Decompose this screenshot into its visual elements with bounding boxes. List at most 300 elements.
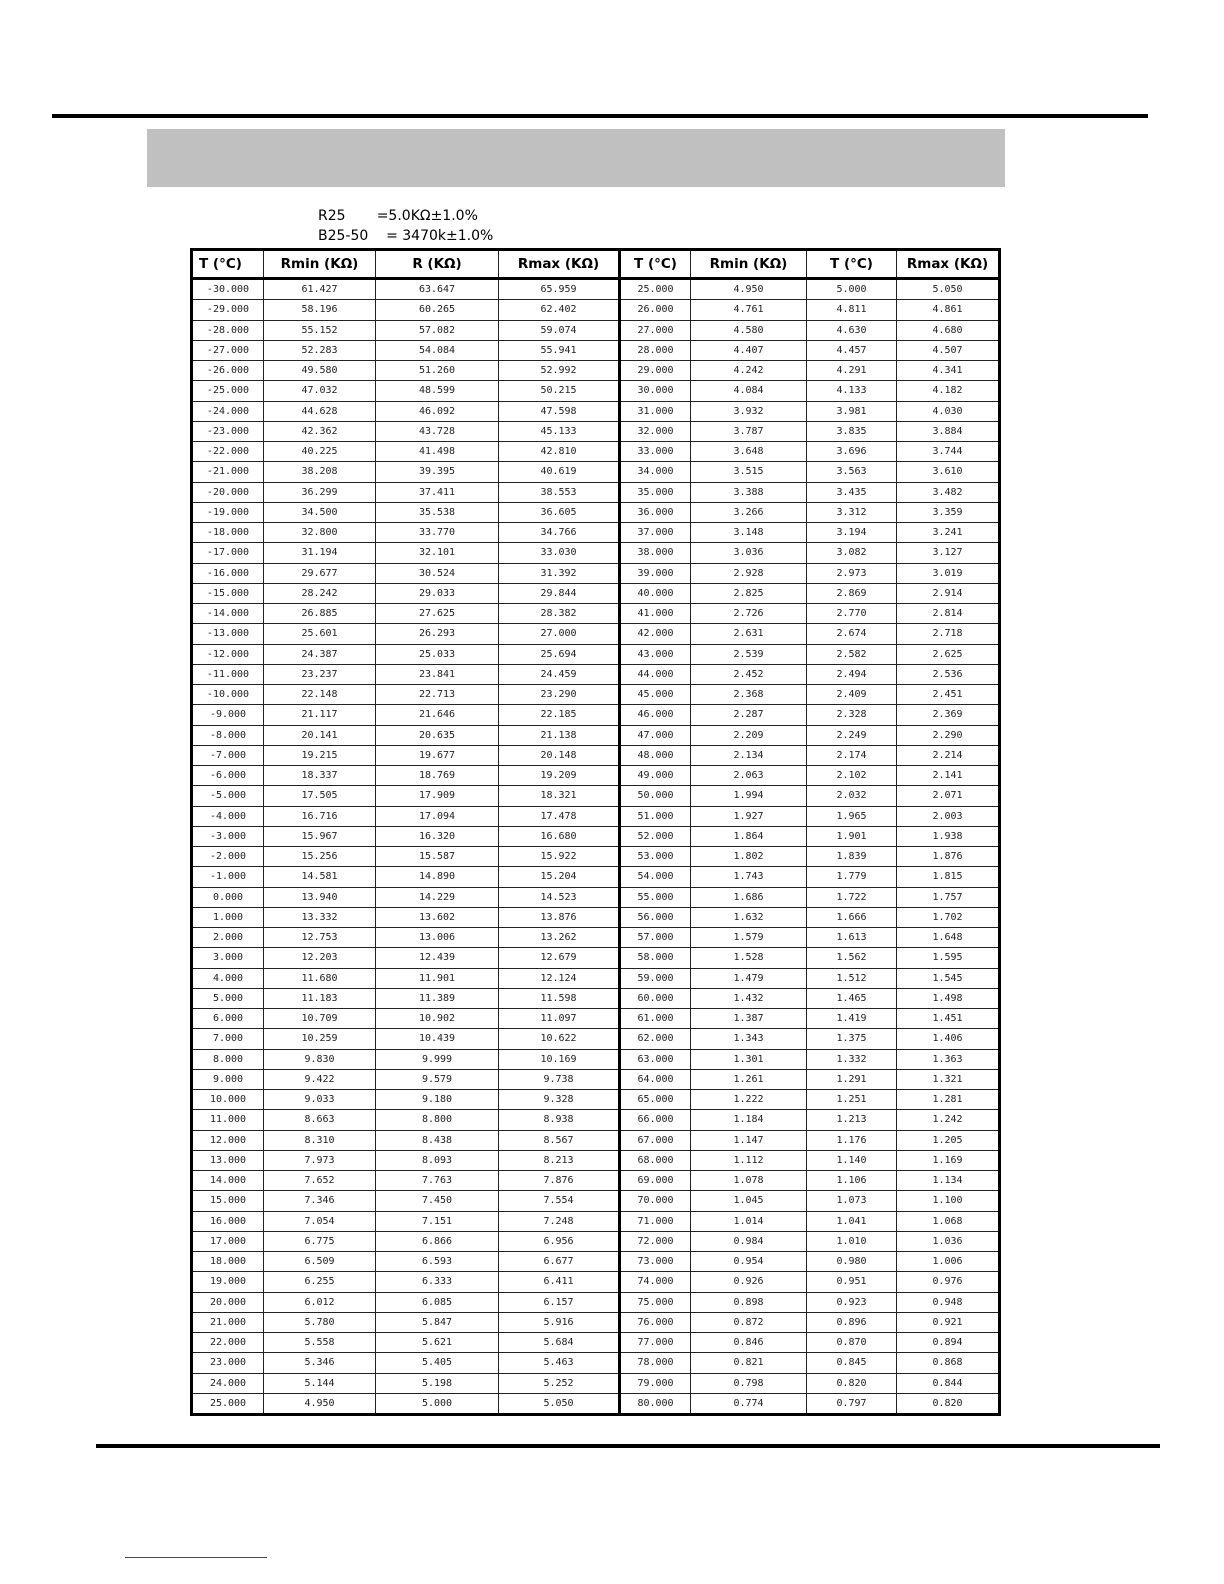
table-cell: 7.000 — [192, 1029, 264, 1049]
table-cell: 30.524 — [376, 563, 499, 583]
table-cell: 2.869 — [807, 583, 897, 603]
table-cell: 5.405 — [376, 1353, 499, 1373]
table-header-row — [192, 250, 1000, 279]
table-cell: 10.902 — [376, 1009, 499, 1029]
table-cell: 57.082 — [376, 320, 499, 340]
table-cell: 66.000 — [620, 1110, 691, 1130]
table-cell: 13.332 — [264, 907, 376, 927]
table-cell: 14.890 — [376, 867, 499, 887]
table-cell: 55.941 — [499, 340, 620, 360]
table-cell: 46.092 — [376, 401, 499, 421]
table-cell: -13.000 — [192, 624, 264, 644]
table-cell: 6.866 — [376, 1231, 499, 1251]
table-cell: 1.112 — [691, 1150, 807, 1170]
table-cell: 1.965 — [807, 806, 897, 826]
table-cell: 29.033 — [376, 583, 499, 603]
table-cell: 58.196 — [264, 300, 376, 320]
col-header-t: T (°C) — [192, 250, 264, 279]
table-cell: 6.509 — [264, 1252, 376, 1272]
table-cell: 11.183 — [264, 988, 376, 1008]
table-cell: 1.100 — [897, 1191, 1000, 1211]
table-cell: -18.000 — [192, 523, 264, 543]
table-cell: 31.392 — [499, 563, 620, 583]
table-row — [192, 745, 1000, 765]
table-cell: 2.631 — [691, 624, 807, 644]
table-cell: 1.261 — [691, 1069, 807, 1089]
table-cell: 0.844 — [897, 1373, 1000, 1393]
table-cell: 39.000 — [620, 563, 691, 583]
table-row — [192, 1171, 1000, 1191]
table-cell: 6.255 — [264, 1272, 376, 1292]
table-cell: 6.000 — [192, 1009, 264, 1029]
table-row — [192, 887, 1000, 907]
table-cell: 23.290 — [499, 685, 620, 705]
table-cell: 12.679 — [499, 948, 620, 968]
table-row — [192, 948, 1000, 968]
table-cell: 1.301 — [691, 1049, 807, 1069]
table-cell: 1.375 — [807, 1029, 897, 1049]
table-cell: 26.000 — [620, 300, 691, 320]
table-cell: 59.000 — [620, 968, 691, 988]
table-cell: 1.281 — [897, 1090, 1000, 1110]
table-cell: 0.774 — [691, 1393, 807, 1414]
table-row — [192, 523, 1000, 543]
table-cell: 4.680 — [897, 320, 1000, 340]
table-cell: 7.450 — [376, 1191, 499, 1211]
table-row — [192, 806, 1000, 826]
table-cell: 1.876 — [897, 847, 1000, 867]
table-cell: 24.387 — [264, 644, 376, 664]
table-cell: 7.652 — [264, 1171, 376, 1191]
table-row — [192, 1130, 1000, 1150]
table-cell: 2.003 — [897, 806, 1000, 826]
table-cell: 1.595 — [897, 948, 1000, 968]
table-cell: 9.830 — [264, 1049, 376, 1069]
table-cell: 0.980 — [807, 1252, 897, 1272]
table-cell: 13.876 — [499, 907, 620, 927]
col-header-rmax-2: Rmax (KΩ) — [897, 250, 1000, 279]
table-cell: 2.973 — [807, 563, 897, 583]
table-cell: 1.406 — [897, 1029, 1000, 1049]
table-cell: 60.000 — [620, 988, 691, 1008]
table-cell: 2.000 — [192, 928, 264, 948]
resistance-table — [190, 248, 1001, 1416]
table-cell: 56.000 — [620, 907, 691, 927]
table-cell: 2.625 — [897, 644, 1000, 664]
table-cell: 2.328 — [807, 705, 897, 725]
table-cell: 74.000 — [620, 1272, 691, 1292]
table-cell: 20.000 — [192, 1292, 264, 1312]
table-cell: 7.973 — [264, 1150, 376, 1170]
table-row — [192, 300, 1000, 320]
table-cell: 34.000 — [620, 462, 691, 482]
table-cell: -21.000 — [192, 462, 264, 482]
table-cell: 6.775 — [264, 1231, 376, 1251]
table-row — [192, 624, 1000, 644]
table-cell: 2.451 — [897, 685, 1000, 705]
table-cell: 0.797 — [807, 1393, 897, 1414]
table-cell: 28.242 — [264, 583, 376, 603]
table-cell: 6.677 — [499, 1252, 620, 1272]
table-cell: 68.000 — [620, 1150, 691, 1170]
table-cell: 78.000 — [620, 1353, 691, 1373]
table-row — [192, 442, 1000, 462]
table-cell: 8.938 — [499, 1110, 620, 1130]
table-cell: 0.926 — [691, 1272, 807, 1292]
table-cell: 6.157 — [499, 1292, 620, 1312]
table-row — [192, 502, 1000, 522]
table-body — [192, 279, 1000, 1415]
table-cell: 0.845 — [807, 1353, 897, 1373]
table-cell: 65.959 — [499, 279, 620, 300]
table-cell: 23.000 — [192, 1353, 264, 1373]
table-cell: 21.000 — [192, 1312, 264, 1332]
table-cell: 57.000 — [620, 928, 691, 948]
table-cell: 49.580 — [264, 361, 376, 381]
table-cell: 55.152 — [264, 320, 376, 340]
table-cell: 0.954 — [691, 1252, 807, 1272]
table-cell: 4.341 — [897, 361, 1000, 381]
table-cell: 1.332 — [807, 1049, 897, 1069]
table-row — [192, 1353, 1000, 1373]
table-cell: 9.180 — [376, 1090, 499, 1110]
table-cell: 13.000 — [192, 1150, 264, 1170]
table-cell: 1.864 — [691, 826, 807, 846]
table-cell: 2.726 — [691, 604, 807, 624]
table-cell: 15.204 — [499, 867, 620, 887]
table-cell: 8.800 — [376, 1110, 499, 1130]
table-cell: 2.032 — [807, 786, 897, 806]
table-cell: 4.861 — [897, 300, 1000, 320]
table-cell: 4.950 — [691, 279, 807, 300]
table-cell: 11.901 — [376, 968, 499, 988]
table-cell: 26.885 — [264, 604, 376, 624]
table-cell: 3.787 — [691, 421, 807, 441]
table-cell: 8.438 — [376, 1130, 499, 1150]
table-row — [192, 1009, 1000, 1029]
table-cell: 3.648 — [691, 442, 807, 462]
table-row — [192, 1333, 1000, 1353]
table-cell: 8.567 — [499, 1130, 620, 1150]
table-cell: 60.265 — [376, 300, 499, 320]
table-cell: 12.000 — [192, 1130, 264, 1150]
table-cell: 5.621 — [376, 1333, 499, 1353]
table-cell: 63.000 — [620, 1049, 691, 1069]
table-cell: 1.213 — [807, 1110, 897, 1130]
table-cell: 16.680 — [499, 826, 620, 846]
table-cell: -11.000 — [192, 664, 264, 684]
table-cell: 10.000 — [192, 1090, 264, 1110]
table-cell: 5.916 — [499, 1312, 620, 1332]
table-cell: 1.068 — [897, 1211, 1000, 1231]
table-cell: 45.133 — [499, 421, 620, 441]
table-cell: 9.000 — [192, 1069, 264, 1089]
table-row — [192, 1069, 1000, 1089]
table-cell: 5.000 — [376, 1393, 499, 1414]
table-cell: 40.619 — [499, 462, 620, 482]
table-cell: 3.312 — [807, 502, 897, 522]
table-row — [192, 543, 1000, 563]
table-cell: 21.646 — [376, 705, 499, 725]
table-cell: 1.242 — [897, 1110, 1000, 1130]
table-cell: 4.242 — [691, 361, 807, 381]
table-cell: 0.846 — [691, 1333, 807, 1353]
table-cell: 1.479 — [691, 968, 807, 988]
table-cell: 3.563 — [807, 462, 897, 482]
table-cell: 3.744 — [897, 442, 1000, 462]
table-cell: 28.382 — [499, 604, 620, 624]
table-cell: 1.006 — [897, 1252, 1000, 1272]
table-cell: -22.000 — [192, 442, 264, 462]
table-cell: 52.283 — [264, 340, 376, 360]
table-cell: 2.674 — [807, 624, 897, 644]
table-cell: 27.000 — [499, 624, 620, 644]
table-cell: 15.967 — [264, 826, 376, 846]
table-cell: 2.214 — [897, 745, 1000, 765]
table-cell: 58.000 — [620, 948, 691, 968]
table-cell: 2.452 — [691, 664, 807, 684]
table-row — [192, 401, 1000, 421]
table-cell: -14.000 — [192, 604, 264, 624]
table-cell: 36.000 — [620, 502, 691, 522]
table-cell: 5.558 — [264, 1333, 376, 1353]
table-cell: 4.457 — [807, 340, 897, 360]
table-cell: 1.545 — [897, 968, 1000, 988]
table-cell: 1.078 — [691, 1171, 807, 1191]
table-cell: 1.036 — [897, 1231, 1000, 1251]
table-cell: 4.084 — [691, 381, 807, 401]
table-cell: 3.981 — [807, 401, 897, 421]
table-cell: -10.000 — [192, 685, 264, 705]
table-cell: 11.000 — [192, 1110, 264, 1130]
table-cell: 1.140 — [807, 1150, 897, 1170]
table-row — [192, 1272, 1000, 1292]
table-cell: 3.082 — [807, 543, 897, 563]
table-cell: 41.000 — [620, 604, 691, 624]
table-cell: 15.000 — [192, 1191, 264, 1211]
table-cell: 18.000 — [192, 1252, 264, 1272]
table-cell: 4.811 — [807, 300, 897, 320]
table-cell: 10.259 — [264, 1029, 376, 1049]
table-cell: 62.402 — [499, 300, 620, 320]
table-cell: 2.409 — [807, 685, 897, 705]
table-cell: 73.000 — [620, 1252, 691, 1272]
table-cell: 1.251 — [807, 1090, 897, 1110]
table-cell: 21.138 — [499, 725, 620, 745]
table-cell: 0.821 — [691, 1353, 807, 1373]
table-row — [192, 766, 1000, 786]
table-cell: -9.000 — [192, 705, 264, 725]
table-cell: 18.337 — [264, 766, 376, 786]
table-cell: 0.870 — [807, 1333, 897, 1353]
table-cell: 52.000 — [620, 826, 691, 846]
col-header-t-2: T (°C) — [620, 250, 691, 279]
table-cell: 72.000 — [620, 1231, 691, 1251]
table-row — [192, 1312, 1000, 1332]
table-cell: 1.839 — [807, 847, 897, 867]
col-header-t-3: T (°C) — [807, 250, 897, 279]
table-row — [192, 847, 1000, 867]
table-cell: 4.030 — [897, 401, 1000, 421]
table-cell: 3.194 — [807, 523, 897, 543]
table-row — [192, 1231, 1000, 1251]
table-cell: 1.045 — [691, 1191, 807, 1211]
table-cell: 2.770 — [807, 604, 897, 624]
table-cell: 39.395 — [376, 462, 499, 482]
table-cell: 55.000 — [620, 887, 691, 907]
table-cell: 2.369 — [897, 705, 1000, 725]
table-cell: 14.229 — [376, 887, 499, 907]
table-cell: 18.321 — [499, 786, 620, 806]
table-row — [192, 340, 1000, 360]
table-cell: 1.686 — [691, 887, 807, 907]
table-row — [192, 604, 1000, 624]
table-cell: 1.648 — [897, 928, 1000, 948]
table-cell: 0.894 — [897, 1333, 1000, 1353]
table-row — [192, 320, 1000, 340]
table-cell: 1.562 — [807, 948, 897, 968]
table-cell: 76.000 — [620, 1312, 691, 1332]
table-cell: 54.000 — [620, 867, 691, 887]
table-cell: 5.050 — [499, 1393, 620, 1414]
table-row — [192, 279, 1000, 300]
table-cell: 8.663 — [264, 1110, 376, 1130]
table-cell: 7.876 — [499, 1171, 620, 1191]
table-cell: 27.625 — [376, 604, 499, 624]
table-cell: 29.844 — [499, 583, 620, 603]
table-cell: 1.321 — [897, 1069, 1000, 1089]
table-row — [192, 462, 1000, 482]
table-cell: -12.000 — [192, 644, 264, 664]
table-cell: 4.291 — [807, 361, 897, 381]
table-cell: 13.262 — [499, 928, 620, 948]
table-cell: 38.000 — [620, 543, 691, 563]
table-cell: 4.133 — [807, 381, 897, 401]
table-cell: 3.835 — [807, 421, 897, 441]
table-row — [192, 1211, 1000, 1231]
table-cell: 46.000 — [620, 705, 691, 725]
table-cell: 6.593 — [376, 1252, 499, 1272]
table-cell: -28.000 — [192, 320, 264, 340]
table-cell: 22.185 — [499, 705, 620, 725]
table-cell: -3.000 — [192, 826, 264, 846]
table-cell: 0.896 — [807, 1312, 897, 1332]
table-cell: 4.507 — [897, 340, 1000, 360]
table-cell: 15.922 — [499, 847, 620, 867]
table-cell: 7.763 — [376, 1171, 499, 1191]
table-cell: 0.923 — [807, 1292, 897, 1312]
table-cell: 22.148 — [264, 685, 376, 705]
table-row — [192, 1373, 1000, 1393]
table-cell: 1.010 — [807, 1231, 897, 1251]
table-cell: 1.169 — [897, 1150, 1000, 1170]
title-band — [147, 129, 1005, 187]
table-cell: 32.000 — [620, 421, 691, 441]
table-cell: 1.205 — [897, 1130, 1000, 1150]
table-cell: 17.094 — [376, 806, 499, 826]
table-cell: 38.208 — [264, 462, 376, 482]
table-cell: 1.073 — [807, 1191, 897, 1211]
table-cell: 2.718 — [897, 624, 1000, 644]
table-cell: 5.050 — [897, 279, 1000, 300]
table-cell: 0.820 — [897, 1393, 1000, 1414]
table-cell: 1.528 — [691, 948, 807, 968]
table-cell: -6.000 — [192, 766, 264, 786]
table-cell: 32.800 — [264, 523, 376, 543]
table-cell: 8.213 — [499, 1150, 620, 1170]
table-row — [192, 583, 1000, 603]
table-cell: 9.738 — [499, 1069, 620, 1089]
table-cell: 8.093 — [376, 1150, 499, 1170]
table-row — [192, 907, 1000, 927]
table-cell: 61.427 — [264, 279, 376, 300]
table-cell: 6.012 — [264, 1292, 376, 1312]
table-cell: -24.000 — [192, 401, 264, 421]
table-cell: 1.432 — [691, 988, 807, 1008]
table-cell: 75.000 — [620, 1292, 691, 1312]
table-row — [192, 1049, 1000, 1069]
table-cell: 9.579 — [376, 1069, 499, 1089]
table-row — [192, 1090, 1000, 1110]
table-cell: 12.753 — [264, 928, 376, 948]
table-cell: 5.198 — [376, 1373, 499, 1393]
table-cell: 10.622 — [499, 1029, 620, 1049]
table-cell: 1.579 — [691, 928, 807, 948]
table-cell: 51.260 — [376, 361, 499, 381]
table-cell: 19.000 — [192, 1272, 264, 1292]
table-cell: 6.333 — [376, 1272, 499, 1292]
table-cell: -26.000 — [192, 361, 264, 381]
table-cell: 38.553 — [499, 482, 620, 502]
table-cell: 29.677 — [264, 563, 376, 583]
table-row — [192, 928, 1000, 948]
table-cell: 5.346 — [264, 1353, 376, 1373]
table-cell: 1.779 — [807, 867, 897, 887]
table-row — [192, 664, 1000, 684]
table-row — [192, 988, 1000, 1008]
table-cell: 1.184 — [691, 1110, 807, 1130]
table-cell: 2.102 — [807, 766, 897, 786]
table-cell: 42.810 — [499, 442, 620, 462]
table-cell: 6.085 — [376, 1292, 499, 1312]
table-cell: 40.000 — [620, 583, 691, 603]
table-cell: 2.134 — [691, 745, 807, 765]
table-cell: 3.932 — [691, 401, 807, 421]
table-cell: 54.084 — [376, 340, 499, 360]
table-cell: 1.343 — [691, 1029, 807, 1049]
table-cell: 6.956 — [499, 1231, 620, 1251]
table-cell: 3.388 — [691, 482, 807, 502]
table-cell: 0.948 — [897, 1292, 1000, 1312]
table-cell: 33.030 — [499, 543, 620, 563]
footer-link-underline[interactable] — [125, 1557, 267, 1558]
col-header-rmax: Rmax (KΩ) — [499, 250, 620, 279]
table-cell: 36.605 — [499, 502, 620, 522]
table-cell: 2.209 — [691, 725, 807, 745]
table-row — [192, 563, 1000, 583]
table-cell: 0.898 — [691, 1292, 807, 1312]
table-cell: 30.000 — [620, 381, 691, 401]
table-cell: 7.054 — [264, 1211, 376, 1231]
table-cell: 4.182 — [897, 381, 1000, 401]
table-cell: 47.032 — [264, 381, 376, 401]
table-cell: 69.000 — [620, 1171, 691, 1191]
table-cell: -23.000 — [192, 421, 264, 441]
table-cell: 2.814 — [897, 604, 1000, 624]
table-cell: 31.000 — [620, 401, 691, 421]
table-cell: 2.368 — [691, 685, 807, 705]
table-cell: 71.000 — [620, 1211, 691, 1231]
